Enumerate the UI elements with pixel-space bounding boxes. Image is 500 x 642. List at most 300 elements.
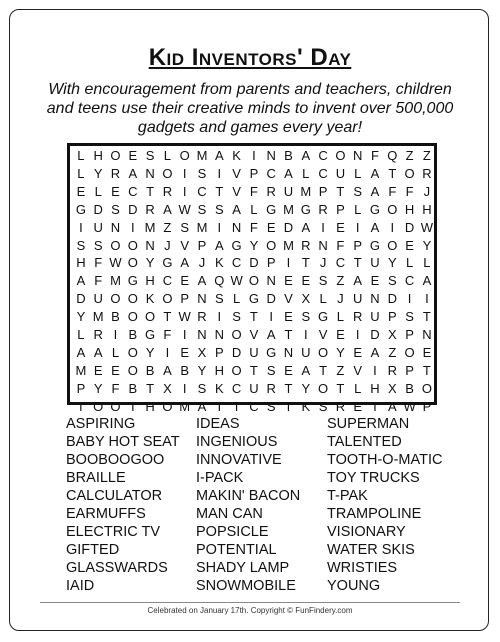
grid-letter[interactable]: A: [232, 201, 241, 217]
grid-letter[interactable]: S: [232, 309, 241, 325]
grid-letter[interactable]: H: [422, 201, 432, 217]
grid-letter[interactable]: F: [249, 183, 258, 199]
grid-letter[interactable]: S: [214, 291, 224, 307]
grid-letter[interactable]: Y: [249, 237, 259, 253]
grid-letter[interactable]: L: [354, 201, 362, 217]
grid-letter[interactable]: B: [405, 380, 414, 396]
grid-letter[interactable]: S: [405, 309, 414, 325]
grid-letter[interactable]: A: [76, 273, 86, 289]
grid-letter[interactable]: E: [266, 219, 276, 235]
grid-letter[interactable]: E: [353, 398, 363, 414]
grid-letter[interactable]: P: [336, 201, 345, 217]
grid-letter[interactable]: S: [76, 237, 86, 253]
grid-letter[interactable]: G: [231, 237, 242, 253]
grid-letter[interactable]: S: [318, 273, 328, 289]
grid-letter[interactable]: G: [248, 291, 259, 307]
grid-letter[interactable]: N: [353, 148, 363, 163]
grid-letter[interactable]: G: [369, 201, 381, 217]
grid-letter[interactable]: W: [178, 309, 191, 325]
grid-letter[interactable]: P: [405, 362, 414, 378]
grid-letter[interactable]: M: [283, 201, 294, 217]
grid-letter[interactable]: E: [111, 362, 120, 378]
grid-letter[interactable]: P: [422, 398, 432, 414]
grid-letter[interactable]: I: [182, 327, 187, 342]
grid-letter[interactable]: I: [182, 165, 187, 181]
grid-letter[interactable]: A: [422, 273, 432, 289]
grid-letter[interactable]: C: [266, 165, 276, 181]
grid-letter[interactable]: G: [75, 201, 86, 217]
grid-letter[interactable]: J: [423, 183, 431, 199]
grid-letter[interactable]: N: [145, 165, 155, 181]
grid-letter[interactable]: D: [387, 291, 397, 307]
grid-letter[interactable]: N: [266, 148, 276, 163]
grid-letter[interactable]: P: [76, 380, 86, 396]
grid-letter[interactable]: R: [422, 165, 432, 181]
grid-letter[interactable]: S: [197, 380, 207, 396]
grid-letter[interactable]: E: [336, 219, 345, 235]
grid-letter[interactable]: Z: [163, 219, 172, 235]
grid-letter[interactable]: A: [214, 237, 224, 253]
grid-letter[interactable]: E: [93, 362, 103, 378]
grid-letter[interactable]: S: [111, 201, 120, 217]
grid-letter[interactable]: I: [130, 219, 135, 235]
grid-letter[interactable]: A: [163, 201, 172, 217]
grid-letter[interactable]: W: [420, 219, 434, 235]
grid-letter[interactable]: O: [318, 380, 329, 396]
grid-letter[interactable]: I: [407, 291, 412, 307]
grid-letter[interactable]: Y: [301, 380, 311, 396]
grid-letter[interactable]: E: [180, 344, 190, 360]
grid-letter[interactable]: O: [266, 237, 277, 253]
grid-letter[interactable]: T: [284, 327, 293, 342]
grid-letter[interactable]: L: [336, 309, 345, 325]
grid-letter[interactable]: T: [301, 255, 310, 271]
grid-letter[interactable]: Z: [388, 344, 397, 360]
grid-letter[interactable]: J: [164, 237, 171, 253]
grid-letter[interactable]: L: [77, 165, 85, 181]
grid-letter[interactable]: N: [370, 291, 380, 307]
grid-letter[interactable]: R: [145, 201, 155, 217]
grid-letter[interactable]: P: [249, 165, 259, 181]
grid-letter[interactable]: V: [180, 237, 190, 253]
grid-letter[interactable]: S: [318, 398, 328, 414]
grid-letter[interactable]: R: [266, 380, 276, 396]
grid-letter[interactable]: O: [162, 165, 173, 181]
grid-letter[interactable]: N: [231, 219, 242, 235]
grid-letter[interactable]: I: [390, 219, 395, 235]
grid-letter[interactable]: N: [110, 219, 121, 235]
grid-letter[interactable]: M: [92, 309, 104, 325]
grid-letter[interactable]: L: [423, 255, 431, 271]
grid-letter[interactable]: E: [336, 327, 345, 342]
grid-letter[interactable]: B: [180, 362, 190, 378]
grid-letter[interactable]: V: [318, 327, 328, 342]
grid-letter[interactable]: B: [128, 380, 138, 396]
grid-letter[interactable]: I: [355, 219, 360, 235]
grid-letter[interactable]: N: [145, 237, 155, 253]
grid-letter[interactable]: O: [127, 255, 138, 271]
grid-letter[interactable]: I: [355, 327, 360, 342]
grid-letter[interactable]: A: [370, 165, 380, 181]
grid-letter[interactable]: U: [249, 380, 259, 396]
grid-letter[interactable]: O: [127, 309, 138, 325]
grid-letter[interactable]: J: [319, 255, 327, 271]
grid-letter[interactable]: E: [284, 362, 293, 378]
grid-letter[interactable]: C: [335, 255, 346, 271]
grid-letter[interactable]: M: [196, 148, 208, 163]
grid-letter[interactable]: O: [127, 344, 138, 360]
grid-letter[interactable]: O: [335, 148, 346, 163]
grid-letter[interactable]: Y: [336, 344, 345, 360]
grid-letter[interactable]: A: [180, 255, 190, 271]
grid-letter[interactable]: I: [252, 148, 256, 163]
grid-letter[interactable]: U: [370, 309, 380, 325]
grid-letter[interactable]: A: [353, 273, 363, 289]
grid-letter[interactable]: O: [387, 237, 398, 253]
grid-letter[interactable]: A: [301, 362, 311, 378]
grid-letter[interactable]: C: [231, 255, 242, 271]
grid-letter[interactable]: C: [128, 183, 138, 199]
grid-letter[interactable]: J: [198, 255, 206, 271]
grid-letter[interactable]: T: [146, 380, 155, 396]
grid-letter[interactable]: N: [318, 237, 328, 253]
grid-letter[interactable]: L: [77, 148, 85, 163]
grid-letter[interactable]: K: [301, 398, 311, 414]
grid-letter[interactable]: T: [336, 183, 345, 199]
grid-letter[interactable]: Z: [336, 362, 345, 378]
grid-letter[interactable]: E: [405, 237, 414, 253]
grid-letter[interactable]: U: [283, 183, 294, 199]
grid-letter[interactable]: C: [231, 380, 242, 396]
grid-letter[interactable]: L: [250, 201, 258, 217]
grid-letter[interactable]: S: [145, 148, 155, 163]
grid-letter[interactable]: N: [197, 291, 207, 307]
grid-letter[interactable]: F: [94, 273, 103, 289]
grid-letter[interactable]: H: [404, 201, 415, 217]
grid-letter[interactable]: H: [145, 273, 155, 289]
grid-letter[interactable]: A: [284, 165, 293, 181]
grid-letter[interactable]: Z: [422, 148, 431, 163]
grid-letter[interactable]: I: [165, 344, 170, 360]
grid-letter[interactable]: E: [284, 309, 293, 325]
grid-letter[interactable]: R: [301, 237, 311, 253]
grid-letter[interactable]: I: [269, 309, 273, 325]
grid-letter[interactable]: U: [370, 255, 380, 271]
grid-letter[interactable]: S: [266, 398, 276, 414]
grid-letter[interactable]: L: [163, 148, 172, 163]
grid-letter[interactable]: M: [283, 237, 294, 253]
grid-letter[interactable]: U: [93, 219, 103, 235]
grid-letter[interactable]: O: [127, 362, 138, 378]
grid-letter[interactable]: I: [182, 183, 187, 199]
grid-letter[interactable]: T: [146, 183, 155, 199]
grid-letter[interactable]: E: [422, 344, 432, 360]
grid-letter[interactable]: T: [215, 398, 224, 414]
grid-letter[interactable]: A: [128, 165, 138, 181]
grid-letter[interactable]: N: [197, 327, 207, 342]
grid-letter[interactable]: N: [266, 273, 276, 289]
grid-letter[interactable]: E: [301, 273, 311, 289]
grid-letter[interactable]: M: [179, 398, 191, 414]
grid-letter[interactable]: Y: [422, 237, 432, 253]
grid-letter[interactable]: S: [301, 309, 311, 325]
grid-letter[interactable]: T: [388, 165, 397, 181]
grid-letter[interactable]: C: [249, 398, 259, 414]
grid-letter[interactable]: T: [249, 309, 258, 325]
grid-letter[interactable]: B: [111, 309, 120, 325]
grid-letter[interactable]: I: [113, 327, 118, 342]
grid-letter[interactable]: X: [301, 291, 311, 307]
grid-letter[interactable]: G: [266, 201, 277, 217]
grid-letter[interactable]: T: [371, 398, 379, 414]
grid-letter[interactable]: O: [231, 327, 242, 342]
grid-letter[interactable]: V: [353, 362, 363, 378]
grid-letter[interactable]: O: [231, 362, 242, 378]
grid-letter[interactable]: N: [214, 327, 224, 342]
grid-letter[interactable]: D: [76, 291, 86, 307]
grid-letter[interactable]: F: [371, 148, 379, 163]
grid-letter[interactable]: I: [286, 255, 291, 271]
grid-letter[interactable]: L: [94, 183, 102, 199]
grid-letter[interactable]: W: [178, 201, 191, 217]
grid-letter[interactable]: G: [162, 255, 173, 271]
grid-letter[interactable]: S: [266, 362, 276, 378]
grid-letter[interactable]: R: [162, 183, 173, 199]
grid-letter[interactable]: B: [284, 148, 293, 163]
grid-letter[interactable]: A: [370, 183, 380, 199]
grid-letter[interactable]: P: [180, 291, 190, 307]
grid-letter[interactable]: K: [214, 255, 224, 271]
grid-letter[interactable]: S: [197, 165, 207, 181]
grid-letter[interactable]: U: [249, 344, 259, 360]
grid-letter[interactable]: R: [318, 201, 328, 217]
grid-letter[interactable]: L: [302, 165, 310, 181]
grid-letter[interactable]: Y: [145, 344, 155, 360]
grid-letter[interactable]: S: [353, 183, 363, 199]
grid-letter[interactable]: G: [369, 237, 381, 253]
grid-letter[interactable]: H: [93, 148, 103, 163]
grid-letter[interactable]: C: [318, 148, 328, 163]
grid-letter[interactable]: X: [387, 380, 397, 396]
grid-letter[interactable]: V: [232, 183, 241, 199]
grid-letter[interactable]: O: [110, 291, 121, 307]
grid-letter[interactable]: D: [93, 201, 103, 217]
grid-letter[interactable]: D: [231, 344, 242, 360]
grid-letter[interactable]: V: [249, 327, 259, 342]
grid-letter[interactable]: O: [93, 398, 104, 414]
grid-letter[interactable]: I: [217, 165, 222, 181]
grid-letter[interactable]: E: [284, 273, 293, 289]
grid-letter[interactable]: B: [128, 327, 138, 342]
grid-letter[interactable]: H: [145, 398, 155, 414]
grid-letter[interactable]: B: [145, 362, 155, 378]
grid-letter[interactable]: O: [110, 398, 121, 414]
grid-letter[interactable]: H: [76, 255, 86, 271]
grid-letter[interactable]: S: [197, 201, 207, 217]
grid-letter[interactable]: H: [214, 362, 224, 378]
grid-letter[interactable]: Q: [214, 273, 225, 289]
grid-letter[interactable]: I: [286, 398, 291, 414]
grid-letter[interactable]: U: [301, 344, 311, 360]
grid-letter[interactable]: G: [300, 201, 311, 217]
grid-letter[interactable]: O: [162, 398, 173, 414]
grid-letter[interactable]: C: [162, 273, 173, 289]
grid-letter[interactable]: M: [196, 219, 208, 235]
grid-letter[interactable]: G: [145, 327, 156, 342]
grid-letter[interactable]: T: [284, 380, 293, 396]
grid-letter[interactable]: O: [179, 148, 190, 163]
grid-letter[interactable]: O: [248, 273, 259, 289]
grid-letter[interactable]: W: [109, 255, 122, 271]
grid-letter[interactable]: G: [127, 273, 138, 289]
grid-letter[interactable]: O: [162, 291, 173, 307]
grid-letter[interactable]: R: [93, 327, 103, 342]
grid-letter[interactable]: I: [234, 398, 239, 414]
grid-letter[interactable]: A: [301, 219, 311, 235]
grid-letter[interactable]: R: [335, 398, 346, 414]
grid-letter[interactable]: R: [353, 309, 363, 325]
grid-letter[interactable]: O: [421, 380, 432, 396]
grid-letter[interactable]: G: [266, 344, 277, 360]
grid-letter[interactable]: N: [422, 327, 432, 342]
grid-letter[interactable]: P: [214, 344, 224, 360]
grid-letter[interactable]: I: [182, 380, 187, 396]
grid-letter[interactable]: F: [249, 219, 258, 235]
grid-letter[interactable]: P: [405, 327, 414, 342]
grid-letter[interactable]: K: [145, 291, 155, 307]
grid-letter[interactable]: T: [353, 255, 362, 271]
grid-letter[interactable]: P: [387, 309, 397, 325]
grid-letter[interactable]: G: [318, 309, 329, 325]
grid-letter[interactable]: V: [232, 165, 241, 181]
grid-letter[interactable]: D: [128, 201, 138, 217]
grid-letter[interactable]: W: [230, 273, 243, 289]
grid-letter[interactable]: T: [422, 362, 431, 378]
grid-letter[interactable]: T: [319, 362, 328, 378]
grid-letter[interactable]: C: [318, 165, 328, 181]
grid-letter[interactable]: E: [370, 273, 380, 289]
grid-letter[interactable]: A: [197, 273, 207, 289]
grid-letter[interactable]: J: [337, 291, 344, 307]
grid-letter[interactable]: L: [111, 344, 120, 360]
grid-letter[interactable]: Z: [336, 273, 345, 289]
grid-letter[interactable]: A: [93, 344, 103, 360]
grid-letter[interactable]: I: [303, 327, 308, 342]
grid-letter[interactable]: Y: [387, 255, 397, 271]
grid-letter[interactable]: S: [180, 219, 190, 235]
grid-letter[interactable]: S: [387, 273, 397, 289]
grid-letter[interactable]: V: [284, 291, 293, 307]
grid-letter[interactable]: O: [145, 309, 156, 325]
grid-letter[interactable]: R: [197, 309, 207, 325]
grid-letter[interactable]: F: [405, 183, 414, 199]
grid-letter[interactable]: A: [266, 327, 276, 342]
grid-letter[interactable]: M: [144, 219, 156, 235]
grid-letter[interactable]: A: [197, 398, 207, 414]
grid-letter[interactable]: C: [404, 273, 415, 289]
grid-letter[interactable]: A: [214, 148, 224, 163]
grid-letter[interactable]: D: [404, 219, 415, 235]
grid-letter[interactable]: S: [93, 237, 103, 253]
grid-letter[interactable]: U: [93, 291, 103, 307]
grid-letter[interactable]: O: [110, 237, 121, 253]
grid-letter[interactable]: Y: [145, 255, 155, 271]
grid-letter[interactable]: I: [217, 219, 222, 235]
grid-letter[interactable]: M: [110, 273, 121, 289]
grid-letter[interactable]: N: [283, 344, 294, 360]
grid-letter[interactable]: R: [110, 165, 121, 181]
grid-letter[interactable]: D: [283, 219, 294, 235]
grid-letter[interactable]: O: [127, 291, 138, 307]
grid-letter[interactable]: M: [75, 362, 87, 378]
grid-letter[interactable]: P: [318, 183, 328, 199]
grid-letter[interactable]: A: [76, 344, 86, 360]
grid-letter[interactable]: A: [370, 344, 380, 360]
grid-letter[interactable]: O: [404, 344, 415, 360]
grid-letter[interactable]: A: [387, 398, 397, 414]
grid-letter[interactable]: O: [127, 237, 138, 253]
grid-letter[interactable]: A: [163, 362, 172, 378]
grid-letter[interactable]: P: [197, 237, 207, 253]
grid-letter[interactable]: I: [373, 362, 377, 378]
grid-letter[interactable]: C: [197, 183, 207, 199]
grid-letter[interactable]: T: [336, 380, 345, 396]
grid-letter[interactable]: L: [405, 255, 414, 271]
grid-letter[interactable]: L: [77, 327, 85, 342]
grid-letter[interactable]: I: [321, 219, 325, 235]
grid-letter[interactable]: F: [388, 183, 397, 199]
grid-letter[interactable]: H: [370, 380, 380, 396]
grid-letter[interactable]: A: [370, 219, 380, 235]
grid-letter[interactable]: T: [163, 309, 172, 325]
grid-letter[interactable]: X: [197, 344, 207, 360]
grid-letter[interactable]: L: [232, 291, 241, 307]
grid-letter[interactable]: A: [301, 148, 311, 163]
grid-letter[interactable]: U: [353, 291, 363, 307]
grid-letter[interactable]: O: [110, 148, 121, 163]
grid-letter[interactable]: R: [387, 362, 397, 378]
grid-letter[interactable]: E: [111, 183, 120, 199]
grid-letter[interactable]: U: [335, 165, 346, 181]
grid-letter[interactable]: T: [128, 398, 137, 414]
grid-letter[interactable]: I: [425, 291, 429, 307]
grid-letter[interactable]: E: [76, 183, 86, 199]
grid-letter[interactable]: O: [404, 165, 415, 181]
grid-letter[interactable]: L: [354, 380, 362, 396]
grid-letter[interactable]: D: [266, 291, 276, 307]
grid-letter[interactable]: X: [163, 380, 172, 396]
grid-letter[interactable]: Y: [76, 309, 86, 325]
grid-letter[interactable]: Y: [93, 380, 103, 396]
grid-letter[interactable]: R: [266, 183, 276, 199]
grid-letter[interactable]: T: [76, 398, 85, 414]
grid-letter[interactable]: P: [353, 237, 363, 253]
grid-letter[interactable]: S: [214, 201, 224, 217]
grid-letter[interactable]: F: [94, 255, 103, 271]
grid-letter[interactable]: Y: [197, 362, 207, 378]
grid-letter[interactable]: K: [232, 148, 241, 163]
grid-letter[interactable]: P: [266, 255, 276, 271]
grid-letter[interactable]: E: [128, 148, 138, 163]
grid-letter[interactable]: O: [387, 201, 398, 217]
grid-letter[interactable]: D: [370, 327, 380, 342]
grid-letter[interactable]: X: [387, 327, 397, 342]
grid-letter[interactable]: F: [163, 327, 172, 342]
grid-letter[interactable]: F: [336, 237, 345, 253]
grid-letter[interactable]: T: [249, 362, 258, 378]
grid-letter[interactable]: T: [215, 183, 224, 199]
grid-letter[interactable]: F: [111, 380, 120, 396]
